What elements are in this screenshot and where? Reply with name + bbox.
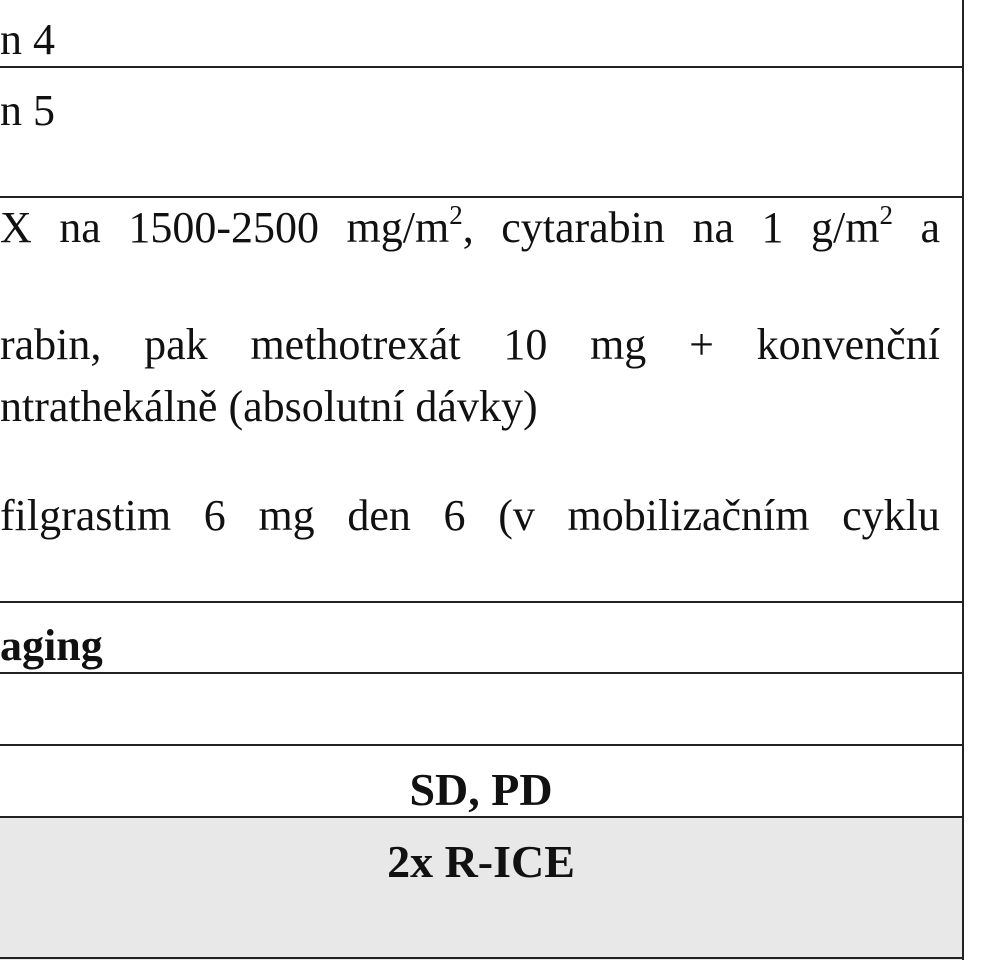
row-divider <box>0 196 964 198</box>
word: filgrastim <box>0 491 172 540</box>
dosing-text-line-1 <box>0 202 940 254</box>
superscript: 2 <box>879 200 893 231</box>
word: na <box>59 203 101 252</box>
word: mg <box>590 320 647 369</box>
row-divider <box>0 601 964 603</box>
row-label-day-5: n 5 <box>0 86 55 135</box>
row-divider <box>0 66 964 68</box>
section-heading-staging: aging <box>0 621 103 670</box>
word-with-superscript <box>811 202 893 254</box>
word: mg/m <box>346 203 450 252</box>
word: konvenční <box>756 320 940 369</box>
word: 1 <box>761 203 784 252</box>
word: rabin, <box>0 320 102 369</box>
word: cyklu <box>842 491 940 540</box>
row-divider <box>0 672 964 674</box>
word: den <box>347 491 411 540</box>
row-divider <box>0 957 964 959</box>
table-right-border <box>962 0 964 960</box>
word: 6 <box>203 491 226 540</box>
word: pak <box>144 320 208 369</box>
dosing-text-line-4 <box>0 490 940 542</box>
word-with-superscript <box>347 202 474 254</box>
regimen-r-ice: 2x R-ICE <box>387 836 575 887</box>
dosing-text-line-3: ntrathekálně (absolutní dávky) <box>0 382 538 431</box>
dosing-text-line-2 <box>0 319 940 371</box>
word: mg <box>258 491 315 540</box>
word: methotrexát <box>250 320 461 369</box>
response-category-sd-pd: SD, PD <box>409 764 553 815</box>
word: X <box>0 203 32 252</box>
word: cytarabin <box>501 203 665 252</box>
superscript: 2 <box>449 200 463 231</box>
row-divider <box>0 744 964 746</box>
word: a <box>920 203 940 252</box>
word: g/m <box>811 203 880 252</box>
punctuation: , <box>462 203 474 252</box>
word: 6 <box>443 491 466 540</box>
word: (v <box>498 491 535 540</box>
word: na <box>692 203 734 252</box>
word: mobilizačním <box>567 491 810 540</box>
word: 10 <box>503 320 548 369</box>
word: 1500-2500 <box>128 203 319 252</box>
row-label-day-4: n 4 <box>0 15 55 64</box>
word: + <box>689 320 714 369</box>
